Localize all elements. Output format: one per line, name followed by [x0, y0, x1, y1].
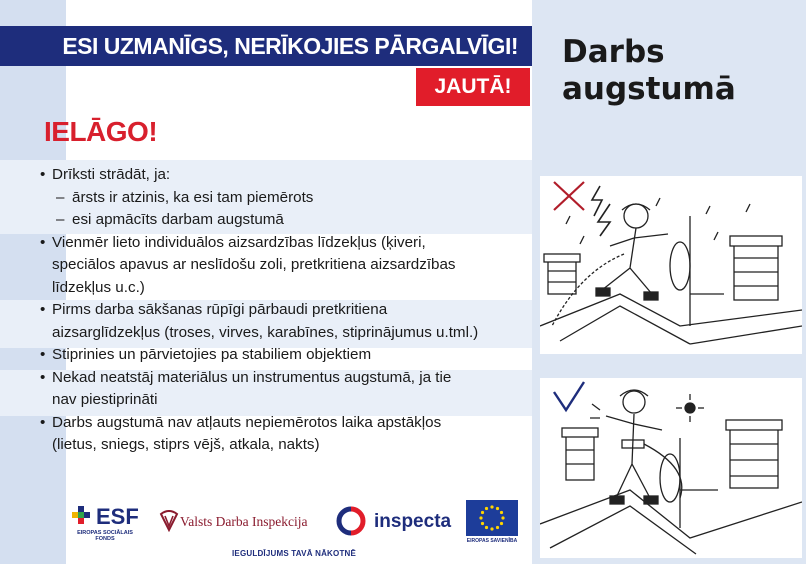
- bullet-icon: •: [40, 346, 46, 363]
- esf-subtitle: [76, 530, 134, 542]
- rule-subtext: esi apmācīts darbam augstumā: [72, 211, 284, 228]
- vdi-logo: [158, 510, 318, 534]
- rule-item: [36, 367, 528, 412]
- wrong-scene-icon: [540, 186, 802, 344]
- rule-text: Vienmēr lieto individuālos aizsardzības līdzekļus (ķiveri,: [52, 233, 426, 251]
- rule-item: [36, 164, 528, 187]
- vdi-emblem-icon: [158, 510, 180, 532]
- esf-short: ESF: [96, 504, 139, 529]
- rule-text: līdzekļus u.c.): [52, 278, 145, 296]
- correct-scene-icon: [540, 390, 802, 554]
- rule-subtext: ārsts ir atzinis, ka esi tam piemērots: [72, 188, 314, 206]
- rule-text: Drīksti strādāt, ja:: [52, 166, 171, 183]
- eu-logo: [464, 500, 520, 546]
- tagline: IEGULDĪJUMS TAVĀ NĀKOTNĒ: [232, 549, 357, 558]
- rule-item: [36, 232, 528, 300]
- page-title: ESI UZMANĪGS, NERĪKOJIES PĀRGALVĪGI!: [62, 33, 518, 59]
- rule-text: Nekad neatstāj materiālus un instrumentus augstumā, ja tie: [52, 368, 452, 386]
- rule-text: speciālos apavus ar neslīdošu zoli, pretkritiena aizsardzības: [52, 256, 456, 273]
- eu-subtitle: EIROPAS SAVIENĪBA: [466, 538, 518, 544]
- bullet-icon: •: [40, 233, 46, 251]
- check-mark-icon: [554, 382, 584, 410]
- dash-icon: –: [56, 188, 65, 206]
- esf-sub-line: EIROPAS SOCIĀLAIS: [77, 530, 133, 536]
- eu-stars-icon: [466, 500, 518, 536]
- ask-label: JAUTĀ!: [434, 75, 512, 98]
- esf-logo: [72, 504, 142, 544]
- dash-icon: –: [56, 211, 65, 228]
- bullet-icon: •: [40, 368, 46, 386]
- rule-subitem: [36, 187, 528, 210]
- bullet-icon: •: [40, 301, 46, 318]
- esf-mark-icon: [72, 506, 94, 524]
- listen-heading: IELĀGO!: [44, 116, 158, 147]
- inspecta-ring-icon: [334, 506, 368, 536]
- rule-text: (lietus, sniegs, stiprs vējš, atkala, nakts): [52, 436, 320, 453]
- side-title-line: Darbs: [562, 34, 665, 70]
- esf-sub-line: FONDS: [95, 536, 115, 542]
- correct-practice-illustration: [540, 378, 802, 558]
- side-title-line: augstumā: [562, 71, 736, 107]
- cross-mark-icon: [554, 182, 584, 210]
- side-panel-title: [562, 34, 736, 108]
- eu-flag-icon: [466, 500, 518, 536]
- wrong-practice-illustration: [540, 176, 802, 354]
- bullet-icon: •: [40, 166, 46, 183]
- ask-badge: [416, 68, 530, 106]
- inspecta-logo: [334, 506, 452, 536]
- rule-text: Darbs augstumā nav atļauts nepiemērotos laika apstākļos: [52, 413, 442, 431]
- rule-item: [36, 412, 528, 457]
- bullet-icon: •: [40, 413, 46, 431]
- rule-item: [36, 299, 528, 344]
- footer-logos: [0, 496, 532, 564]
- rule-subitem: [36, 209, 528, 232]
- title-bar: [0, 26, 532, 66]
- rule-text: Stiprinies un pārvietojies pa stabiliem objektiem: [52, 346, 372, 363]
- rule-item: [36, 344, 528, 367]
- vdi-name: Valsts Darba Inspekcija: [180, 514, 308, 529]
- inspecta-name: inspecta: [374, 511, 452, 532]
- rule-text: aizsarglīdzekļus (troses, virves, karabīnes, stiprinājumus u.tml.): [52, 323, 479, 341]
- rule-text: Pirms darba sākšanas rūpīgi pārbaudi pretkritiena: [52, 301, 388, 318]
- rule-text: nav piestiprināti: [52, 391, 158, 408]
- rules-list: [36, 164, 528, 457]
